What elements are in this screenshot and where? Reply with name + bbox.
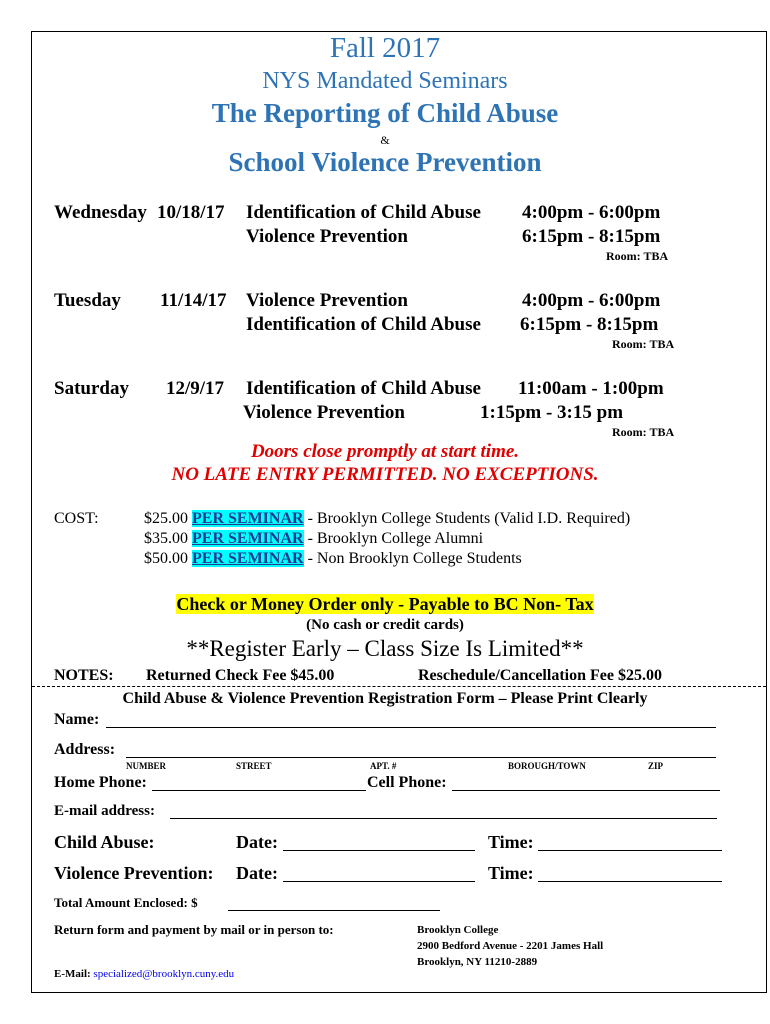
cost-desc: - Non Brooklyn College Students (307, 550, 522, 567)
session-time: 6:15pm - 8:15pm (520, 314, 659, 335)
cost-line (144, 530, 483, 548)
cost-price: $35.00 (144, 530, 188, 547)
cost-line (144, 510, 630, 528)
child-abuse-date-field[interactable] (283, 850, 475, 851)
per-seminar-badge: PER SEMINAR (192, 550, 304, 567)
session-day: Tuesday (54, 290, 121, 311)
time-label: Time: (488, 863, 534, 883)
mailing-address-line: 2900 Bedford Avenue - 2201 James Hall (417, 940, 604, 952)
address-part-label: APT. # (370, 761, 397, 771)
cost-desc: - Brooklyn College Students (Valid I.D. Required) (307, 510, 631, 527)
session-time: 4:00pm - 6:00pm (522, 290, 661, 311)
session-date: 11/14/17 (160, 290, 227, 311)
notes-label: NOTES: (54, 667, 114, 684)
per-seminar-badge: PER SEMINAR (192, 530, 304, 547)
ampersand: & (380, 133, 390, 147)
time-label: Time: (488, 832, 534, 852)
title-violence: School Violence Prevention (228, 147, 542, 177)
email-label: E-mail address: (54, 803, 155, 819)
mailing-address-line: Brooklyn College (417, 924, 499, 936)
date-label: Date: (236, 863, 278, 883)
child-abuse-label: Child Abuse: (54, 832, 155, 852)
address-part-label: NUMBER (126, 761, 166, 771)
session-topic: Violence Prevention (246, 290, 408, 311)
home-phone-field[interactable] (152, 790, 366, 791)
session-day: Wednesday (54, 202, 147, 223)
session-room: Room: TBA (606, 249, 669, 263)
session-room: Room: TBA (612, 425, 675, 439)
session-time: 4:00pm - 6:00pm (522, 202, 661, 223)
email-link[interactable]: specialized@brooklyn.cuny.edu (93, 968, 235, 980)
address-field[interactable] (126, 757, 716, 758)
violence-prevention-label: Violence Prevention: (54, 863, 214, 883)
cost-line (144, 550, 522, 568)
session-topic: Identification of Child Abuse (246, 378, 481, 399)
title-child-abuse: The Reporting of Child Abuse (211, 98, 559, 128)
session-date: 10/18/17 (157, 202, 225, 223)
per-seminar-badge: PER SEMINAR (192, 510, 304, 527)
address-label: Address: (54, 741, 116, 758)
session-time: 1:15pm - 3:15 pm (480, 402, 624, 423)
violence-date-field[interactable] (283, 881, 475, 882)
session-time: 11:00am - 1:00pm (518, 378, 664, 399)
doors-notice: Doors close promptly at start time. (250, 441, 520, 462)
address-part-label: ZIP (648, 761, 664, 771)
cost-price: $50.00 (144, 550, 188, 567)
name-label: Name: (54, 711, 100, 728)
mailing-address-line: Brooklyn, NY 11210-2889 (417, 956, 538, 968)
cell-phone-label: Cell Phone: (367, 774, 447, 791)
reschedule-fee: Reschedule/Cancellation Fee $25.00 (418, 667, 662, 684)
child-abuse-time-field[interactable] (538, 850, 722, 851)
session-topic: Violence Prevention (246, 226, 408, 247)
email-field[interactable] (170, 818, 717, 819)
address-part-label: BOROUGH/TOWN (508, 761, 586, 771)
session-day: Saturday (54, 378, 129, 399)
returned-check-fee: Returned Check Fee $45.00 (146, 667, 335, 684)
total-amount-label: Total Amount Enclosed: $ (54, 895, 198, 910)
name-field[interactable] (106, 727, 716, 728)
series-title: NYS Mandated Seminars (262, 68, 508, 94)
cost-price: $25.00 (144, 510, 188, 527)
term-title: Fall 2017 (329, 32, 441, 64)
session-topic: Identification of Child Abuse (246, 314, 481, 335)
form-heading: Child Abuse & Violence Prevention Registration Form – Please Print Clearly (122, 690, 648, 707)
no-cash-note: (No cash or credit cards) (306, 617, 464, 633)
register-early: **Register Early – Class Size Is Limited** (186, 636, 584, 661)
address-part-label: STREET (236, 761, 272, 771)
email-prefix: E-Mail: (54, 968, 91, 980)
session-topic: Identification of Child Abuse (246, 202, 481, 223)
payment-method (0, 594, 770, 615)
payment-method-text: Check or Money Order only - Payable to BC Non- Tax (176, 594, 594, 614)
session-room: Room: TBA (612, 337, 675, 351)
return-instructions: Return form and payment by mail or in person to: (54, 922, 334, 937)
cell-phone-field[interactable] (452, 790, 720, 791)
home-phone-label: Home Phone: (54, 774, 147, 791)
cost-desc: - Brooklyn College Alumni (307, 530, 484, 547)
session-time: 6:15pm - 8:15pm (522, 226, 661, 247)
cost-label: COST: (54, 510, 99, 527)
late-entry-notice: NO LATE ENTRY PERMITTED. NO EXCEPTIONS. (171, 464, 599, 485)
total-amount-field[interactable] (228, 910, 440, 911)
session-topic: Violence Prevention (243, 402, 405, 423)
date-label: Date: (236, 832, 278, 852)
violence-time-field[interactable] (538, 881, 722, 882)
email-contact (54, 968, 234, 980)
form-divider (32, 686, 766, 687)
session-date: 12/9/17 (166, 378, 225, 399)
